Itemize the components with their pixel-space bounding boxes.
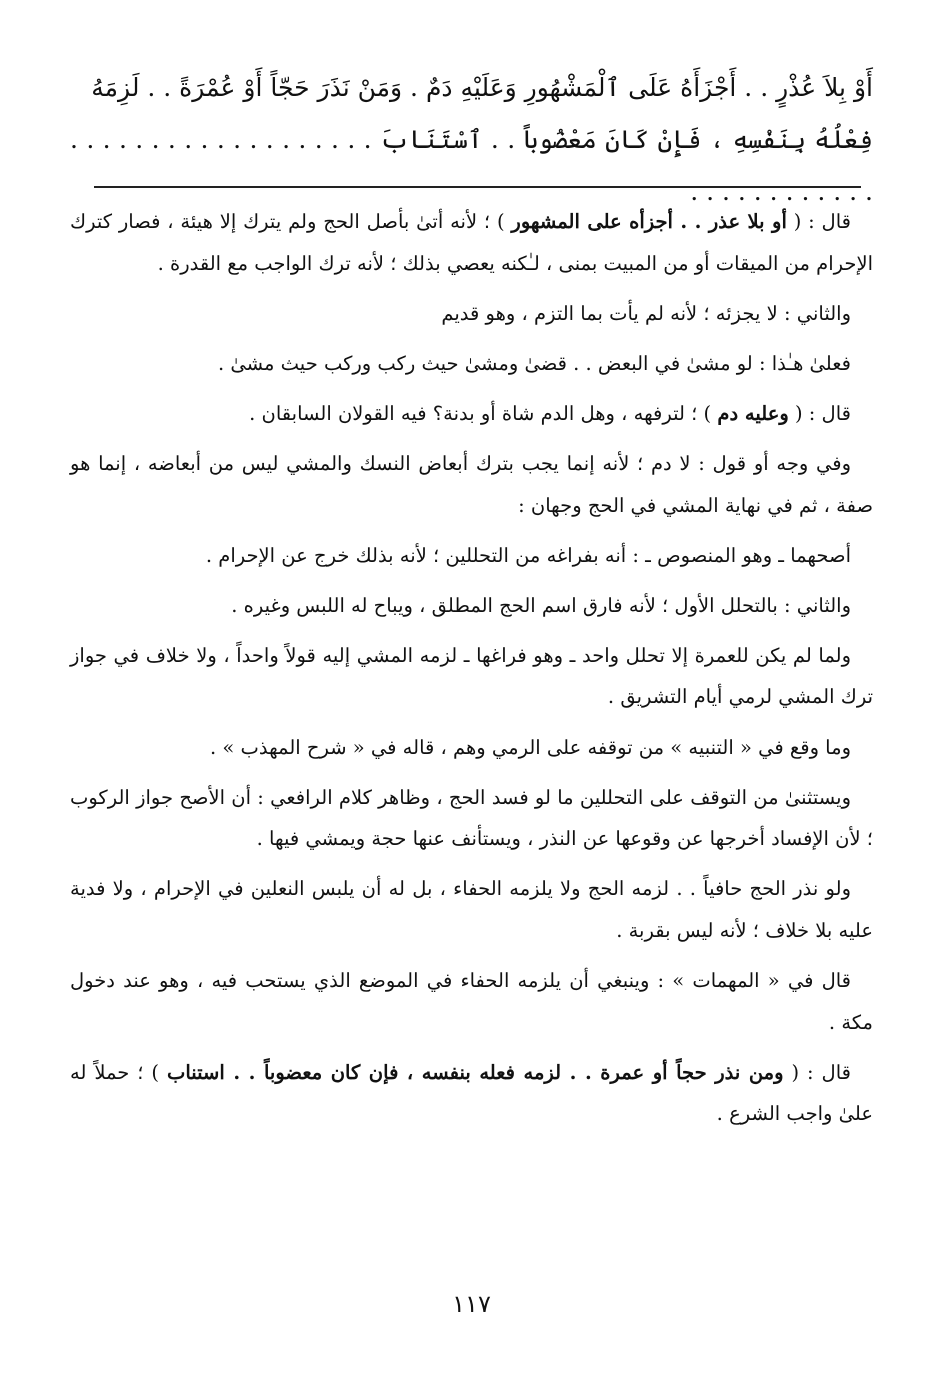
quoted-matn: أو بلا عذر . . أجزأه على المشهور bbox=[511, 210, 787, 233]
matn-line: أَوْ بِلاَ عُذْرٍ . . أَجْزَأَهُ عَلَى ٱلْمَشْهُورِ وَعَلَيْهِ دَمٌ . وَمَنْ نَذَرَ حَجّاً أَوْ عُمْرَةً . . لَزِمَهُ bbox=[91, 73, 873, 102]
commentary-paragraph: ولما لم يكن للعمرة إلا تحلل واحد ـ وهو فراغها ـ لزمه المشي إليه قولاً واحداً ، ولا خلاف في جواز ترك المشي لرمي أيام التشريق . bbox=[70, 643, 873, 709]
quote-intro: قال : ( bbox=[783, 1060, 851, 1084]
quote-intro: قال : ( bbox=[786, 210, 851, 233]
matn-line: فِعْلُهُ بِنَفْسِهِ ، فَإِنْ كَانَ مَعْضُوباً . . ٱسْتَنَابَ . . . . . . . . . . . . . . . . . . . . . . . . . . . . . . . bbox=[70, 125, 873, 206]
commentary-paragraph: وما وقع في « التنبيه » من توقفه على الرمي وهم ، قاله في « شرح المهذب » . bbox=[209, 735, 851, 759]
commentary-text-span: ) ؛ لترفهه ، وهل الدم شاة أو بدنة؟ فيه القولان السابقان . bbox=[249, 401, 718, 425]
commentary-paragraph bbox=[70, 1052, 873, 1135]
commentary-paragraph: فعلىٰ هـٰذا : لو مشىٰ في البعض . . قضىٰ ومشىٰ حيث ركب وركب حيث مشىٰ . bbox=[217, 351, 851, 375]
commentary-paragraph: ويستثنىٰ من التوقف على التحللين ما لو فسد الحج ، وظاهر كلام الرافعي : أن الأصح جواز الركوب ؛ لأن الإفساد أخرجها عن وقوعها عن النذر ، ويستأنف عنها حجة ويمشي فيها . bbox=[70, 785, 873, 851]
commentary-paragraph: وفي وجه أو قول : لا دم ؛ لأنه إنما يجب بترك أبعاض النسك والمشي ليس من أبعاضه ، إنما هو صفة ، ثم في نهاية المشي في الحج وجهان : bbox=[70, 451, 873, 517]
commentary-paragraph bbox=[70, 201, 873, 284]
commentary-paragraph: ولو نذر الحج حافياً . . لزمه الحج ولا يلزمه الحفاء ، بل له أن يلبس النعلين في الإحرام ، ولا فدية عليه بلا خلاف ؛ لأنه ليس بقربة . bbox=[70, 877, 873, 942]
quote-intro: قال : ( bbox=[788, 401, 851, 425]
commentary-text-span: ) ؛ لأنه أتىٰ بأصل الحج ولم يترك إلا هيئة ، فصار كترك الإحرام من الميقات أو من المبيت بمنى ، لـٰكنه يعصي بذلك ؛ لأنه ترك الواجب مع القدرة . bbox=[70, 210, 873, 275]
commentary-text-span: ) ؛ حملاً له علىٰ واجب الشرع . bbox=[70, 1060, 873, 1126]
commentary-paragraph: والثاني : بالتحلل الأول ؛ لأنه فارق اسم الحج المطلق ، ويباح له اللبس وغيره . bbox=[231, 593, 851, 617]
page-number: ١١٧ bbox=[452, 1290, 491, 1318]
commentary-paragraph: قال في « المهمات » : وينبغي أن يلزمه الحفاء في الموضع الذي يستحب فيه ، وهو عند دخول مكة . bbox=[70, 969, 873, 1034]
matn-text bbox=[70, 62, 873, 218]
quoted-matn: ومن نذر حجاً أو عمرة . . لزمه فعله بنفسه ، فإن كان معضوباً . . استناب bbox=[166, 1060, 784, 1084]
commentary-text bbox=[70, 201, 873, 1135]
commentary-paragraph: والثاني : لا يجزئه ؛ لأنه لم يأت بما التزم ، وهو قديم bbox=[441, 301, 851, 325]
commentary-paragraph: أصحهما ـ وهو المنصوص ـ : أنه بفراغه من التحللين ؛ لأنه بذلك خرج عن الإحرام . bbox=[205, 543, 851, 567]
commentary-paragraph bbox=[70, 393, 873, 435]
section-divider bbox=[94, 186, 861, 188]
quoted-matn: وعليه دم bbox=[717, 401, 789, 425]
